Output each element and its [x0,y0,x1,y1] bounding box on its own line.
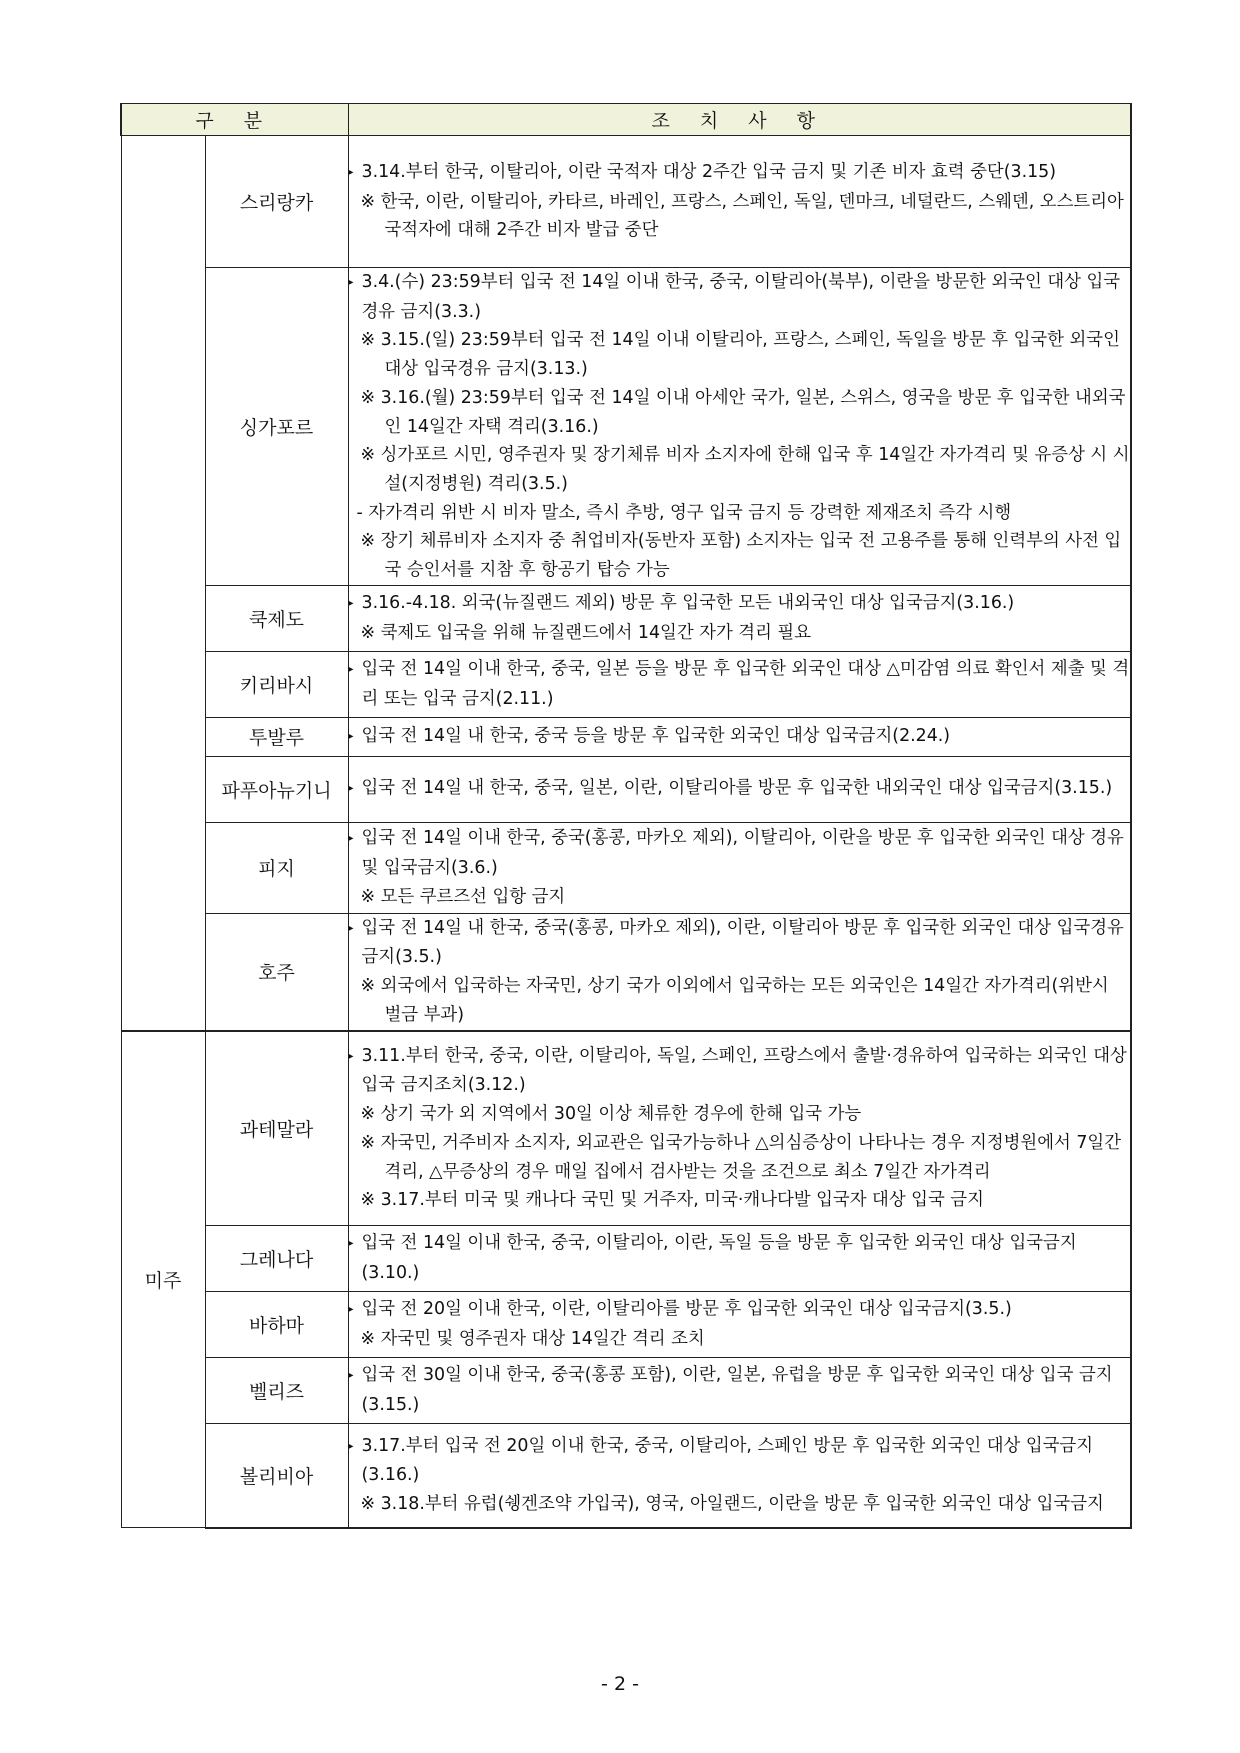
table-row [121,268,1131,586]
country-name: 쿡제도 [205,585,348,651]
measure-subitem: - 자가격리 위반 시 비자 말소, 즉시 추방, 영구 입국 금지 등 강력한 제재조치 즉각 시행 [356,502,1012,523]
measure-item [349,824,1131,882]
measure-item [349,1229,1131,1287]
triangle-bullet-icon: ▸ [348,922,354,934]
measure-item [349,914,1131,972]
table-row [121,651,1131,717]
measure-content [348,1031,1131,1226]
table-row [121,1358,1131,1424]
measure-note: ※ 모든 쿠르즈선 입항 금지 [360,886,566,907]
country-name: 파푸아뉴기니 [205,756,348,822]
measure-content [348,1424,1131,1528]
measure-note: ※ 장기 체류비자 소지자 중 취업비자(동반자 포함) 소지자는 입국 전 고용주를 통해 인력부의 사전 입국 승인서를 지참 후 항공기 탑승 가능 [360,531,1122,581]
page-number: - 2 - [601,1673,639,1695]
measure-text: 3.16.-4.18. 외국(뉴질랜드 제외) 방문 후 입국한 모든 내외국인 대상 입국금지(3.16.) [361,593,1015,614]
measure-content [348,1292,1131,1358]
measure-text: 입국 전 14일 내 한국, 중국(홍콩, 마카오 제외), 이란, 이탈리아 방문 후 입국한 외국인 대상 입국경유 금지(3.5.) [361,917,1124,968]
measure-item [349,655,1131,713]
table-row [121,913,1131,1030]
measure-note: ※ 싱가포르 시민, 영주권자 및 장기체류 비자 소지자에 한해 입국 후 14일간 자가격리 및 유증상 시 시설(지정병원) 격리(3.5.) [360,445,1130,494]
table-header-row [121,104,1131,136]
table-row [121,136,1131,268]
measure-item [349,268,1131,326]
measure-text: 입국 전 14일 이내 한국, 중국, 일본 등을 방문 후 입국한 외국인 대상 △미감염 의료 확인서 제출 및 격리 또는 입국 금지(2.11.) [361,659,1130,709]
country-name: 그레나다 [205,1226,348,1292]
measure-item [349,722,1131,752]
measure-text: 입국 전 30일 이내 한국, 중국(홍콩 포함), 이란, 일본, 유럽을 방문 후 입국한 외국인 대상 입국 금지(3.15.) [361,1365,1113,1416]
measure-item [349,1042,1131,1100]
triangle-bullet-icon: ▸ [348,664,354,676]
table-row [121,1292,1131,1358]
header-measures: 조 치 사 항 [348,104,1131,136]
triangle-bullet-icon: ▸ [348,1238,354,1250]
measure-content [348,1226,1131,1292]
measure-note: ※ 한국, 이란, 이탈리아, 카타르, 바레인, 프랑스, 스페인, 독일, 덴마크, 네덜란드, 스웨덴, 오스트리아 국적자에 대해 2주간 비자 발급 중단 [360,191,1124,241]
measure-note: ※ 3.17.부터 미국 및 캐나다 국민 및 거주자, 미국·캐나다발 입국자 대상 입국 금지 [360,1190,984,1211]
triangle-bullet-icon: ▸ [348,1304,354,1316]
measure-note: ※ 쿡제도 입국을 위해 뉴질랜드에서 14일간 자가 격리 필요 [360,622,812,643]
triangle-bullet-icon: ▸ [348,1440,354,1452]
measure-content [348,913,1131,1030]
measure-content [348,756,1131,822]
measure-item [349,1432,1131,1490]
measure-text: 3.17.부터 입국 전 20일 이내 한국, 중국, 이탈리아, 스페인 방문 후 입국한 외국인 대상 입국금지(3.16.) [361,1435,1094,1486]
country-name: 벨리즈 [205,1358,348,1424]
table-row [121,585,1131,651]
country-name: 과테말라 [205,1031,348,1226]
measure-text: 3.4.(수) 23:59부터 입국 전 14일 이내 한국, 중국, 이탈리아(북부), 이란을 방문한 외국인 대상 입국경유 금지(3.3.) [361,272,1121,322]
measure-content [348,268,1131,586]
country-name: 피지 [205,822,348,913]
country-name: 바하마 [205,1292,348,1358]
triangle-bullet-icon: ▸ [348,598,354,610]
region-asia-pacific [121,136,205,1031]
measure-text: 3.14.부터 한국, 이탈리아, 이란 국적자 대상 2주간 입국 금지 및 기존 비자 효력 중단(3.15) [361,161,1057,182]
measure-content [348,1358,1131,1424]
table-row [121,717,1131,756]
measure-content [348,585,1131,651]
measure-text: 입국 전 14일 내 한국, 중국, 일본, 이란, 이탈리아를 방문 후 입국한 내외국인 대상 입국금지(3.15.) [361,778,1113,799]
triangle-bullet-icon: ▸ [348,166,354,178]
measure-item [349,589,1131,619]
triangle-bullet-icon: ▸ [348,833,354,845]
triangle-bullet-icon: ▸ [348,277,354,288]
measure-note: ※ 자국민, 거주비자 소지자, 외교관은 입국가능하나 △의심증상이 나타나는 경우 지정병원에서 7일간 격리, △무증상의 경우 매일 집에서 검사받는 것을 조건으로 최소 7일간 자가격리 [360,1132,1122,1182]
country-name: 스리랑카 [205,136,348,268]
measure-content [348,651,1131,717]
triangle-bullet-icon: ▸ [348,783,354,795]
measure-note: ※ 3.18.부터 유럽(쉥겐조약 가입국), 영국, 아일랜드, 이란을 방문 후 입국한 외국인 대상 입국금지 [360,1494,1104,1515]
table-row [121,756,1131,822]
measure-content [348,136,1131,268]
measure-text: 입국 전 14일 내 한국, 중국 등을 방문 후 입국한 외국인 대상 입국금지(2.24.) [361,725,951,746]
country-name: 호주 [205,913,348,1030]
country-name: 싱가포르 [205,268,348,586]
measure-note: ※ 3.16.(월) 23:59부터 입국 전 14일 이내 아세안 국가, 일본, 스위스, 영국을 방문 후 입국한 내외국인 14일간 자택 격리(3.16.) [360,387,1126,437]
measure-text: 3.11.부터 한국, 중국, 이란, 이탈리아, 독일, 스페인, 프랑스에서 출발·경유하여 입국하는 외국인 대상 입국 금지조치(3.12.) [361,1045,1127,1096]
entry-restriction-table [120,103,1132,1529]
triangle-bullet-icon: ▸ [348,1370,354,1382]
measure-note: ※ 3.15.(일) 23:59부터 입국 전 14일 이내 이탈리아, 프랑스, 스페인, 독일을 방문 후 입국한 외국인 대상 입국경유 금지(3.13.) [360,330,1120,380]
country-name: 키리바시 [205,651,348,717]
measure-note: ※ 자국민 및 영주권자 대상 14일간 격리 조치 [360,1329,705,1350]
measure-note: ※ 외국에서 입국하는 자국민, 상기 국가 이외에서 입국하는 모든 외국인은 14일간 자가격리(위반시 벌금 부과) [360,976,1109,1025]
measure-item [349,1361,1131,1419]
triangle-bullet-icon: ▸ [348,1050,354,1062]
table-row [121,1031,1131,1226]
measure-text: 입국 전 14일 이내 한국, 중국(홍콩, 마카오 제외), 이탈리아, 이란을 방문 후 입국한 외국인 대상 경유 및 입국금지(3.6.) [361,828,1124,878]
measure-item [349,158,1131,188]
measure-text: 입국 전 14일 이내 한국, 중국, 이탈리아, 이란, 독일 등을 방문 후 입국한 외국인 대상 입국금지(3.10.) [361,1233,1077,1284]
table-row [121,1424,1131,1528]
measure-note: ※ 상기 국가 외 지역에서 30일 이상 체류한 경우에 한해 입국 가능 [360,1104,862,1125]
triangle-bullet-icon: ▸ [348,730,354,742]
measure-text: 입국 전 20일 이내 한국, 이란, 이탈리아를 방문 후 입국한 외국인 대상 입국금지(3.5.) [361,1299,1012,1320]
table-row [121,822,1131,913]
country-name: 볼리비아 [205,1424,348,1528]
measure-item [349,1295,1131,1325]
country-name: 투발루 [205,717,348,756]
header-category: 구 분 [121,104,348,136]
measure-content [348,717,1131,756]
region-america: 미주 [121,1031,205,1528]
table-row [121,1226,1131,1292]
measure-content [348,822,1131,913]
measure-item [349,774,1131,804]
